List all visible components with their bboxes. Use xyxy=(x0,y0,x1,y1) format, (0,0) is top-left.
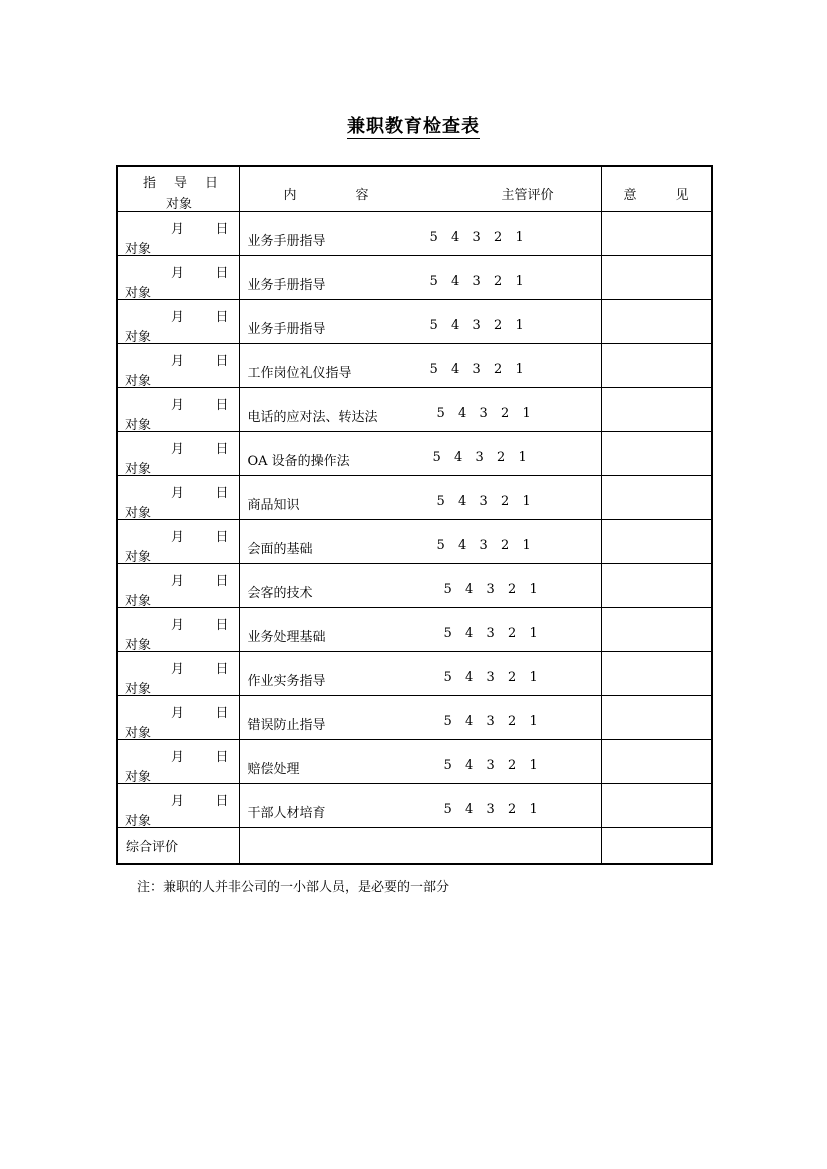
score-option[interactable]: 1 xyxy=(529,802,538,817)
score-option[interactable]: 4 xyxy=(465,670,474,685)
score-option[interactable]: 3 xyxy=(475,450,484,465)
content-cell xyxy=(239,696,601,740)
table-row xyxy=(117,432,712,476)
opinion-cell[interactable] xyxy=(601,476,712,520)
score-option[interactable]: 5 xyxy=(429,362,438,377)
score-option[interactable]: 1 xyxy=(529,582,538,597)
score-option[interactable]: 2 xyxy=(508,670,517,685)
score-option[interactable]: 3 xyxy=(486,758,495,773)
score-scale xyxy=(437,494,545,509)
opinion-cell[interactable] xyxy=(601,344,712,388)
object-label: 对象 xyxy=(125,682,152,697)
score-option[interactable]: 4 xyxy=(458,494,467,509)
day-label: 日 xyxy=(215,310,229,325)
score-option[interactable]: 2 xyxy=(494,230,503,245)
opinion-cell[interactable] xyxy=(601,696,712,740)
score-option[interactable]: 4 xyxy=(451,318,460,333)
training-item: 业务手册指导 xyxy=(247,322,326,337)
date-object-cell[interactable] xyxy=(117,784,239,828)
page-title xyxy=(0,112,827,138)
score-option[interactable]: 1 xyxy=(515,318,524,333)
day-label: 日 xyxy=(215,442,229,457)
object-label: 对象 xyxy=(125,770,152,785)
opinion-cell[interactable] xyxy=(601,432,712,476)
score-scale xyxy=(444,714,552,729)
score-option[interactable]: 5 xyxy=(443,582,452,597)
score-scale xyxy=(444,802,552,817)
day-label: 日 xyxy=(215,530,229,545)
score-option[interactable]: 4 xyxy=(451,230,460,245)
header-object-label: 对象 xyxy=(166,197,193,212)
score-scale xyxy=(430,362,538,377)
score-scale xyxy=(444,758,552,773)
score-option[interactable]: 1 xyxy=(515,362,524,377)
table-row xyxy=(117,388,712,432)
score-option[interactable]: 1 xyxy=(515,274,524,289)
score-option[interactable]: 5 xyxy=(429,230,438,245)
header-opinion-label-b: 见 xyxy=(675,188,689,203)
training-item: 业务处理基础 xyxy=(247,630,326,645)
object-label: 对象 xyxy=(125,550,152,565)
day-label: 日 xyxy=(215,574,229,589)
score-option[interactable]: 4 xyxy=(465,582,474,597)
content-cell xyxy=(239,520,601,564)
score-option[interactable]: 2 xyxy=(508,758,517,773)
date-object-cell[interactable] xyxy=(117,740,239,784)
training-item: 赔偿处理 xyxy=(247,762,300,777)
content-cell xyxy=(239,256,601,300)
day-label: 日 xyxy=(215,662,229,677)
content-cell xyxy=(239,432,601,476)
score-option[interactable]: 4 xyxy=(465,802,474,817)
date-object-cell[interactable] xyxy=(117,344,239,388)
date-object-cell[interactable] xyxy=(117,564,239,608)
table-row xyxy=(117,740,712,784)
score-scale xyxy=(433,450,541,465)
table-row xyxy=(117,520,712,564)
score-option[interactable]: 5 xyxy=(429,274,438,289)
score-option[interactable]: 2 xyxy=(501,494,510,509)
training-item: OA 设备的操作法 xyxy=(247,454,350,469)
content-cell xyxy=(239,564,601,608)
table-row xyxy=(117,696,712,740)
table-row xyxy=(117,256,712,300)
score-option[interactable]: 5 xyxy=(429,318,438,333)
score-option[interactable]: 1 xyxy=(529,714,538,729)
score-option[interactable]: 5 xyxy=(443,626,452,641)
training-item: 干部人材培育 xyxy=(247,806,326,821)
score-option[interactable]: 3 xyxy=(472,318,481,333)
score-option[interactable]: 3 xyxy=(479,406,488,421)
score-option[interactable]: 5 xyxy=(432,450,441,465)
score-option[interactable]: 1 xyxy=(529,758,538,773)
score-option[interactable]: 4 xyxy=(465,626,474,641)
score-option[interactable]: 3 xyxy=(479,538,488,553)
opinion-cell[interactable] xyxy=(601,388,712,432)
header-content-label-a: 内 xyxy=(283,188,297,203)
training-item: 会面的基础 xyxy=(247,542,313,557)
table-row xyxy=(117,608,712,652)
score-scale xyxy=(437,406,545,421)
score-option[interactable]: 3 xyxy=(486,626,495,641)
content-cell xyxy=(239,652,601,696)
score-option[interactable]: 3 xyxy=(479,494,488,509)
score-option[interactable]: 1 xyxy=(515,230,524,245)
opinion-cell[interactable] xyxy=(601,256,712,300)
training-item: 商品知识 xyxy=(247,498,300,513)
object-label: 对象 xyxy=(125,286,152,301)
month-label: 月 xyxy=(171,222,185,237)
score-option[interactable]: 4 xyxy=(458,406,467,421)
day-label: 日 xyxy=(215,618,229,633)
month-label: 月 xyxy=(171,794,185,809)
score-option[interactable]: 5 xyxy=(436,494,445,509)
training-item: 工作岗位礼仪指导 xyxy=(247,366,352,381)
score-option[interactable]: 5 xyxy=(436,538,445,553)
training-item: 业务手册指导 xyxy=(247,234,326,249)
score-option[interactable]: 4 xyxy=(458,538,467,553)
score-option[interactable]: 4 xyxy=(451,274,460,289)
table-row xyxy=(117,652,712,696)
date-object-cell[interactable] xyxy=(117,256,239,300)
score-option[interactable]: 2 xyxy=(508,582,517,597)
score-option[interactable]: 2 xyxy=(501,538,510,553)
content-cell xyxy=(239,476,601,520)
day-label: 日 xyxy=(215,222,229,237)
header-date-cell xyxy=(117,166,239,212)
month-label: 月 xyxy=(171,530,185,545)
day-label: 日 xyxy=(215,354,229,369)
opinion-cell[interactable] xyxy=(601,784,712,828)
table-row xyxy=(117,476,712,520)
date-object-cell[interactable] xyxy=(117,432,239,476)
object-label: 对象 xyxy=(125,506,152,521)
score-option[interactable]: 3 xyxy=(486,714,495,729)
score-option[interactable]: 3 xyxy=(472,274,481,289)
score-option[interactable]: 5 xyxy=(443,758,452,773)
training-item: 作业实务指导 xyxy=(247,674,326,689)
month-label: 月 xyxy=(171,398,185,413)
score-scale xyxy=(437,538,545,553)
score-option[interactable]: 5 xyxy=(443,802,452,817)
footnote: 注：兼职的人并非公司的一小部人员，是必要的一部分 xyxy=(137,880,450,895)
score-scale xyxy=(430,230,538,245)
opinion-cell[interactable] xyxy=(601,300,712,344)
opinion-cell[interactable] xyxy=(601,652,712,696)
overall-evaluation-row xyxy=(117,828,712,865)
score-option[interactable]: 2 xyxy=(494,274,503,289)
score-option[interactable]: 3 xyxy=(486,582,495,597)
date-object-cell[interactable] xyxy=(117,696,239,740)
date-object-cell[interactable] xyxy=(117,652,239,696)
score-scale xyxy=(444,626,552,641)
score-option[interactable]: 3 xyxy=(486,802,495,817)
score-option[interactable]: 4 xyxy=(465,758,474,773)
header-opinion-label-a: 意 xyxy=(623,188,637,203)
object-label: 对象 xyxy=(125,814,152,829)
opinion-cell[interactable] xyxy=(601,212,712,256)
content-cell xyxy=(239,212,601,256)
training-item: 业务手册指导 xyxy=(247,278,326,293)
date-object-cell[interactable] xyxy=(117,300,239,344)
content-cell xyxy=(239,740,601,784)
score-option[interactable]: 1 xyxy=(522,406,531,421)
content-cell xyxy=(239,608,601,652)
score-option[interactable]: 3 xyxy=(486,670,495,685)
header-date-label: 指导日 xyxy=(143,176,237,191)
score-option[interactable]: 2 xyxy=(508,802,517,817)
score-option[interactable]: 4 xyxy=(465,714,474,729)
date-object-cell[interactable] xyxy=(117,212,239,256)
month-label: 月 xyxy=(171,750,185,765)
month-label: 月 xyxy=(171,618,185,633)
header-opinion-cell xyxy=(601,166,712,212)
training-item: 电话的应对法、转达法 xyxy=(247,410,378,425)
score-option[interactable]: 1 xyxy=(529,626,538,641)
header-content-label-b: 容 xyxy=(355,188,369,203)
object-label: 对象 xyxy=(125,726,152,741)
score-scale xyxy=(430,318,538,333)
month-label: 月 xyxy=(171,706,185,721)
content-cell xyxy=(239,300,601,344)
score-option[interactable]: 4 xyxy=(451,362,460,377)
page-title-text: 兼职教育检查表 xyxy=(347,116,480,137)
score-option[interactable]: 2 xyxy=(494,318,503,333)
object-label: 对象 xyxy=(125,594,152,609)
overall-evaluation-label: 综合评价 xyxy=(117,828,239,865)
object-label: 对象 xyxy=(125,418,152,433)
inspection-table xyxy=(116,165,713,865)
overall-evaluation-opinion[interactable] xyxy=(601,828,712,865)
header-evaluation-label: 主管评价 xyxy=(501,188,554,203)
opinion-cell[interactable] xyxy=(601,564,712,608)
score-option[interactable]: 3 xyxy=(472,230,481,245)
score-option[interactable]: 1 xyxy=(529,670,538,685)
score-scale xyxy=(444,582,552,597)
training-item: 错误防止指导 xyxy=(247,718,326,733)
content-cell xyxy=(239,388,601,432)
table-row xyxy=(117,564,712,608)
score-option[interactable]: 3 xyxy=(472,362,481,377)
score-option[interactable]: 1 xyxy=(522,494,531,509)
score-option[interactable]: 2 xyxy=(501,406,510,421)
day-label: 日 xyxy=(215,486,229,501)
score-option[interactable]: 5 xyxy=(443,670,452,685)
score-option[interactable]: 2 xyxy=(508,714,517,729)
day-label: 日 xyxy=(215,398,229,413)
date-object-cell[interactable] xyxy=(117,520,239,564)
header-content-cell xyxy=(239,166,601,212)
month-label: 月 xyxy=(171,486,185,501)
object-label: 对象 xyxy=(125,330,152,345)
score-scale xyxy=(444,670,552,685)
score-option[interactable]: 5 xyxy=(436,406,445,421)
table-row xyxy=(117,344,712,388)
score-option[interactable]: 4 xyxy=(454,450,463,465)
opinion-cell[interactable] xyxy=(601,740,712,784)
object-label: 对象 xyxy=(125,638,152,653)
table-row xyxy=(117,212,712,256)
opinion-cell[interactable] xyxy=(601,520,712,564)
day-label: 日 xyxy=(215,794,229,809)
opinion-cell[interactable] xyxy=(601,608,712,652)
content-cell xyxy=(239,344,601,388)
month-label: 月 xyxy=(171,310,185,325)
object-label: 对象 xyxy=(125,462,152,477)
table-row xyxy=(117,300,712,344)
month-label: 月 xyxy=(171,354,185,369)
date-object-cell[interactable] xyxy=(117,388,239,432)
object-label: 对象 xyxy=(125,242,152,257)
content-cell xyxy=(239,784,601,828)
month-label: 月 xyxy=(171,662,185,677)
table-row xyxy=(117,784,712,828)
score-option[interactable]: 1 xyxy=(522,538,531,553)
day-label: 日 xyxy=(215,266,229,281)
score-scale xyxy=(430,274,538,289)
day-label: 日 xyxy=(215,706,229,721)
score-option[interactable]: 2 xyxy=(508,626,517,641)
day-label: 日 xyxy=(215,750,229,765)
month-label: 月 xyxy=(171,266,185,281)
training-item: 会客的技术 xyxy=(247,586,313,601)
overall-evaluation-content[interactable] xyxy=(239,828,601,865)
month-label: 月 xyxy=(171,442,185,457)
score-option[interactable]: 1 xyxy=(518,450,527,465)
score-option[interactable]: 2 xyxy=(497,450,506,465)
object-label: 对象 xyxy=(125,374,152,389)
month-label: 月 xyxy=(171,574,185,589)
score-option[interactable]: 2 xyxy=(494,362,503,377)
date-object-cell[interactable] xyxy=(117,608,239,652)
date-object-cell[interactable] xyxy=(117,476,239,520)
score-option[interactable]: 5 xyxy=(443,714,452,729)
table-header-row xyxy=(117,166,712,212)
